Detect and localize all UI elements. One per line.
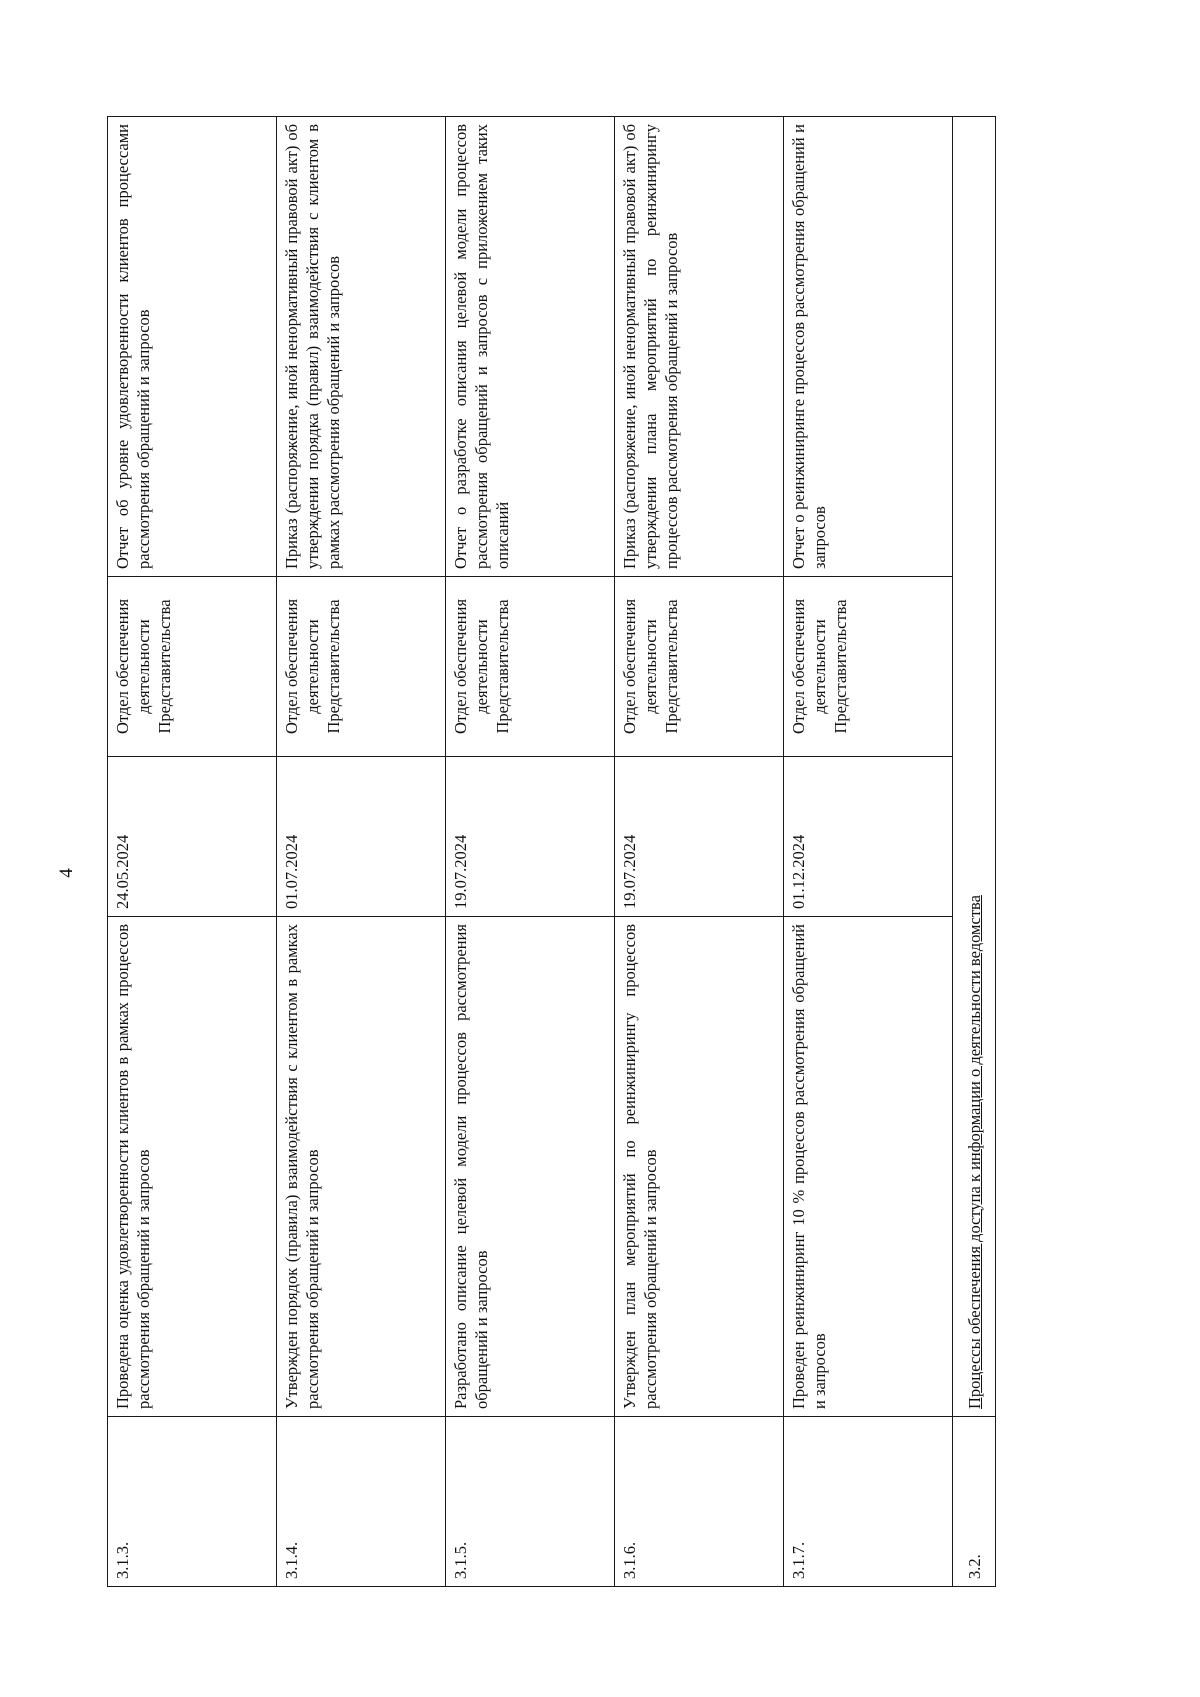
action-cell: Утвержден порядок (правила) взаимодействия с клиентом в рамках рассмотрения обращений и запросов	[277, 917, 446, 1417]
deadline-cell: 01.12.2024	[784, 757, 953, 917]
row-number: 3.1.4.	[277, 1417, 446, 1587]
document-cell: Отчет о разработке описания целевой модели процессов рассмотрения обращений и запросов с приложением таких описаний	[446, 117, 615, 577]
section-number: 3.2.	[953, 1417, 996, 1587]
deadline-cell: 24.05.2024	[108, 757, 277, 917]
document-cell: Приказ (распоряжение, иной ненормативный правовой акт) об утверждении порядка (правил) взаимодействия с клиентом в рамках рассмотрения обращений и запросов	[277, 117, 446, 577]
document-cell: Отчет о реинжиниринге процессов рассмотрения обращений и запросов	[784, 117, 953, 577]
deadline-cell: 19.07.2024	[615, 757, 784, 917]
action-cell: Разработано описание целевой модели процессов рассмотрения обращений и запросов	[446, 917, 615, 1417]
deadline-cell: 19.07.2024	[446, 757, 615, 917]
responsible-cell: Отдел обеспечения деятельности Представительства	[784, 577, 953, 757]
responsible-cell: Отдел обеспечения деятельности Представительства	[108, 577, 277, 757]
table-row	[784, 117, 953, 1587]
document-cell: Приказ (распоряжение, иной ненормативный правовой акт) об утверждении плана мероприятий по реинжинирингу процессов рассмотрения обращений и запросов	[615, 117, 784, 577]
plan-table-sheet	[107, 117, 1011, 1587]
action-cell: Утвержден план мероприятий по реинжинирингу процессов рассмотрения обращений и запросов	[615, 917, 784, 1417]
row-number: 3.1.5.	[446, 1417, 615, 1587]
table-row	[277, 117, 446, 1587]
row-number: 3.1.6.	[615, 1417, 784, 1587]
deadline-cell: 01.07.2024	[277, 757, 446, 917]
section-row	[953, 117, 996, 1587]
page-number: 4	[56, 868, 77, 878]
plan-table	[107, 116, 996, 1587]
table-row	[446, 117, 615, 1587]
action-cell: Проведен реинжиниринг 10 % процессов рассмотрения обращений и запросов	[784, 917, 953, 1417]
responsible-cell: Отдел обеспечения деятельности Представительства	[446, 577, 615, 757]
row-number: 3.1.3.	[108, 1417, 277, 1587]
section-title-cell	[953, 117, 996, 1417]
row-number: 3.1.7.	[784, 1417, 953, 1587]
responsible-cell: Отдел обеспечения деятельности Представительства	[615, 577, 784, 757]
responsible-cell: Отдел обеспечения деятельности Представительства	[277, 577, 446, 757]
section-title: Процессы обеспечения доступа к информации о деятельности ведомства	[964, 895, 984, 1409]
document-cell: Отчет об уровне удовлетворенности клиентов процессами рассмотрения обращений и запросов	[108, 117, 277, 577]
table-row	[615, 117, 784, 1587]
table-row	[108, 117, 277, 1587]
action-cell: Проведена оценка удовлетворенности клиентов в рамках процессов рассмотрения обращений и запросов	[108, 917, 277, 1417]
